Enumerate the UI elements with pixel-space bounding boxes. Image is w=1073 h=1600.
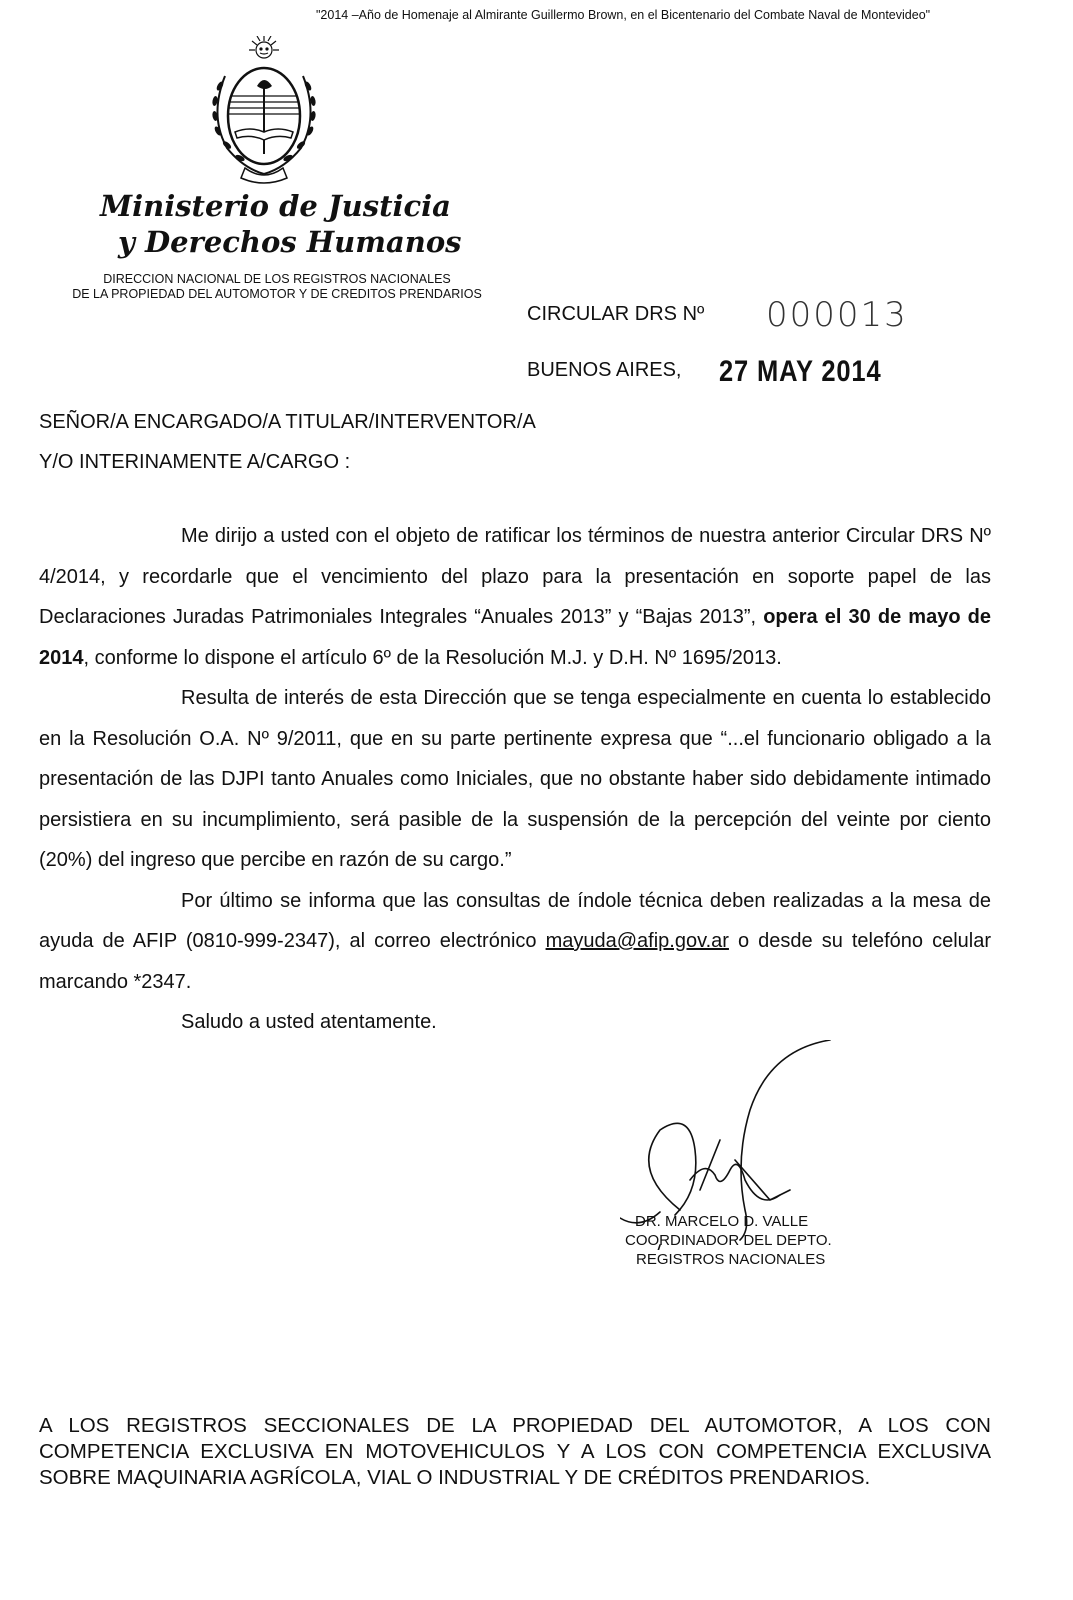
closing-greeting: Saludo a usted atentamente. (181, 1011, 437, 1033)
distribution-footer: A LOS REGISTROS SECCIONALES DE LA PROPIEDAD DEL AUTOMOTOR, A LOS CON COMPETENCIA EXCLUSIVA EN MOTOVEHICULOS Y A LOS CON COMPETENCIA EXCLUSIVA SOBRE MAQUINARIA AGRÍCOLA, VIAL O INDUSTRIAL Y DE CRÉDITOS PRENDARIOS. (39, 1414, 991, 1489)
addressee-line-1: SEÑOR/A ENCARGADO/A TITULAR/INTERVENTOR/A (39, 411, 536, 433)
signatory-title: COORDINADOR DEL DEPTO. (625, 1232, 832, 1249)
signatory-department: REGISTROS NACIONALES (636, 1251, 826, 1268)
paragraph-3 (39, 881, 991, 1003)
ministry-name (100, 188, 462, 260)
office-line-2: DE LA PROPIEDAD DEL AUTOMOTOR Y DE CREDITOS PRENDARIOS (72, 287, 482, 301)
ministry-line-1: Ministerio de Justicia (100, 189, 451, 223)
paragraph-3-text-b: o desde su telefóno celular marcando *2347. (39, 930, 991, 993)
deadline-emphasis: opera el 30 de mayo de 2014 (39, 606, 991, 669)
letter-body (39, 516, 991, 1043)
signatory-block (625, 1212, 832, 1269)
national-coat-of-arms-seal (205, 36, 323, 186)
office-line-1: DIRECCION NACIONAL DE LOS REGISTROS NACIONALES (103, 272, 451, 286)
circular-number-stamp: 000013 (766, 295, 908, 335)
paragraph-3-text-a: Por último se informa que las consultas de índole técnica deben realizadas a la mesa de ayuda de AFIP (0810-999-2347), al correo electrónico (39, 889, 991, 952)
place-label: BUENOS AIRES, (527, 359, 682, 381)
email-link[interactable]: mayuda@afip.gov.ar (545, 930, 729, 952)
ministry-line-2: y Derechos Humanos (118, 225, 462, 259)
signatory-name: DR. MARCELO D. VALLE (635, 1213, 809, 1230)
addressee-line-2: Y/O INTERINAMENTE A/CARGO : (39, 451, 351, 473)
date-stamp: 27 MAY 2014 (719, 355, 882, 388)
paragraph-1 (39, 516, 991, 678)
paragraph-1-text-b: , conforme lo dispone el artículo 6º de la Resolución M.J. y D.H. Nº 1695/2013. (83, 646, 782, 669)
paragraph-2: Resulta de interés de esta Dirección que se tenga especialmente en cuenta lo establecido en la Resolución O.A. Nº 9/2011, que en su parte pertinente expresa que “...el funcionario obligado a la presentación de las DJPI tanto Anuales como Iniciales, que no obstante haber sido debidamente intimado persistiera en su incumplimiento, será pasible de la suspensión de la percepción del veinte por ciento (20%) del ingreso que percibe en razón de su cargo.” (39, 687, 991, 871)
addressee (39, 402, 536, 482)
circular-label: CIRCULAR DRS Nº (527, 303, 705, 325)
header-motto: "2014 –Año de Homenaje al Almirante Guillermo Brown, en el Bicentenario del Combate Naval de Montevideo" (316, 8, 931, 22)
office-name (47, 272, 507, 302)
paragraph-1-text-a: Me dirijo a usted con el objeto de ratificar los términos de nuestra anterior Circular DRS Nº 4/2014, y recordarle que el vencimiento del plazo para la presentación en soporte papel de las Declaraciones Juradas Patrimoniales Integrales “Anuales 2013” y “Bajas 2013”, (39, 525, 991, 628)
